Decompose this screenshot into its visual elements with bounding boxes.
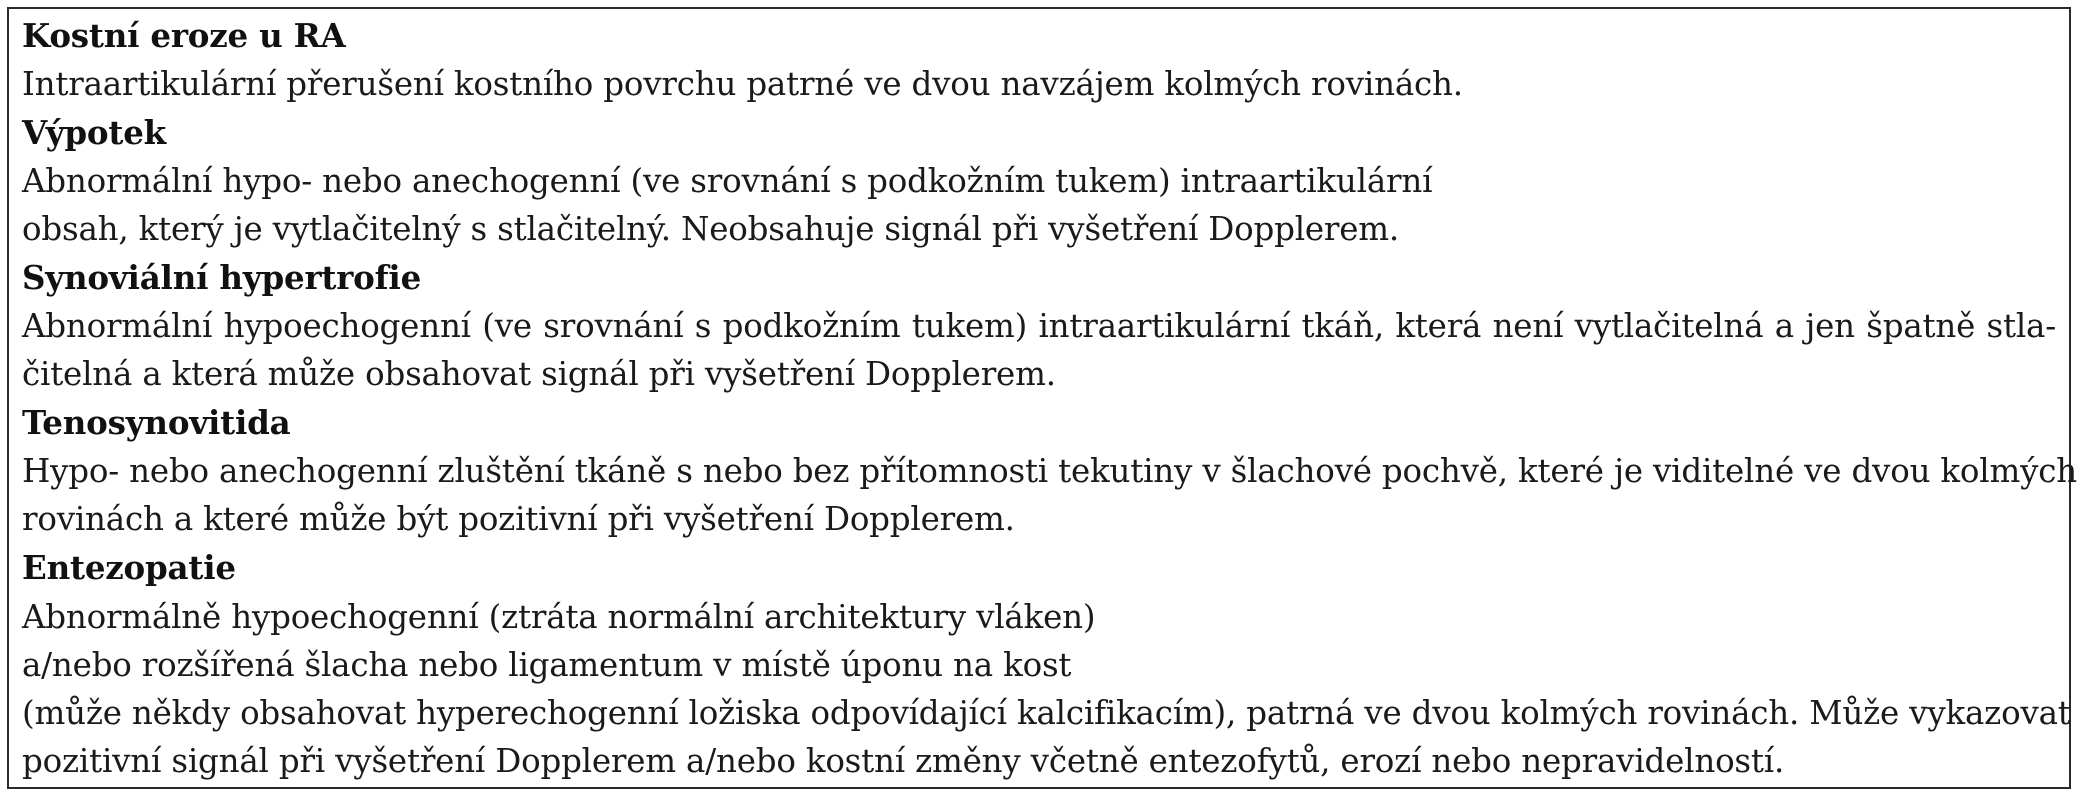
section-title-effusion: Výpotek xyxy=(22,113,166,152)
section-text-bone-erosion-line-1: Intraartikulární přerušení kostního povrchu patrné ve dvou navzájem kolmých rovinách. xyxy=(22,65,1463,103)
section-text-effusion-line-2: obsah, který je vytlačitelný s stlačitelný. Neobsahuje signál při vyšetření Dopplerem. xyxy=(22,210,1400,248)
section-title-tenosynovitis: Tenosynovitida xyxy=(22,403,291,442)
section-text-tenosynovitis-line-1: Hypo- nebo anechogenní zluštění tkáně s nebo bez přítomnosti tekutiny v šlachové pochvě, které je viditelné ve dvou kolmých xyxy=(22,452,2078,490)
section-text-enthesopathy-line-2: a/nebo rozšířená šlacha nebo ligamentum v místě úponu na kost xyxy=(22,646,1072,684)
definitions-box xyxy=(7,7,2078,789)
section-text-synovial-hypertrophy-line-1: Abnormální hypoechogenní (ve srovnání s podkožním tukem) intraartikulární tkáň, která není vytlačitelná a jen špatně stla- xyxy=(22,307,2056,345)
section-title-synovial-hypertrophy: Synoviální hypertrofie xyxy=(22,258,422,297)
section-text-tenosynovitis-line-2: rovinách a které může být pozitivní při vyšetření Dopplerem. xyxy=(22,500,1015,538)
section-text-effusion-line-1: Abnormální hypo- nebo anechogenní (ve srovnání s podkožním tukem) intraartikulární xyxy=(22,162,1433,200)
section-title-bone-erosion: Kostní eroze u RA xyxy=(22,16,346,55)
section-text-enthesopathy-line-4: pozitivní signál při vyšetření Dopplerem a/nebo kostní změny včetně entezofytů, erozí nebo nepravidelností. xyxy=(22,742,1785,780)
section-text-synovial-hypertrophy-line-2: čitelná a která může obsahovat signál při vyšetření Dopplerem. xyxy=(22,355,1056,393)
section-title-enthesopathy: Entezopatie xyxy=(22,548,236,587)
section-text-enthesopathy-line-1: Abnormálně hypoechogenní (ztráta normální architektury vláken) xyxy=(22,598,1096,636)
section-text-enthesopathy-line-3: (může někdy obsahovat hyperechogenní ložiska odpovídající kalcifikacím), patrná ve dvou kolmých rovinách. Může vykazovat xyxy=(22,694,2071,732)
